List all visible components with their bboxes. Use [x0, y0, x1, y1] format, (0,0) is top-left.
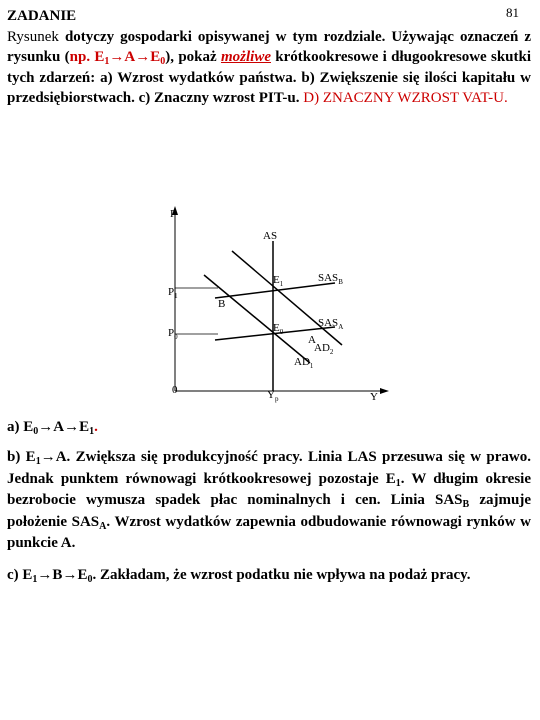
intro-text-2: ), pokaż [165, 49, 221, 66]
as-ad-diagram [160, 203, 390, 403]
point-a-label: A [308, 334, 316, 346]
answer-b: b) $E_1\to A$. Zwiększa się produkcyjność pracy. Linia LAS przesuwa się w prawo. Jednak punktem równowagi krótkookresowej pozostaje $E_1$. W długim okresie bezrobocie wymusza spadek płac nominalnych i cen. Linia $SAS_B$ zajmuje położenie $SAS_A$. Wzrost wydatków zapewnia odbudowanie równowagi rynków w punkcie A. [7, 449, 532, 552]
rysunek-word: Rysunek [7, 29, 59, 45]
sas-b-label: $SAS_B$ [318, 272, 343, 286]
as-label: AS [263, 230, 278, 242]
origin-label: 0 [172, 384, 178, 396]
page-number: 81 [506, 5, 519, 20]
intro-text-3: krótkookresowe i długookresowe skutki tych zdarzeń: a) Wzrost wydatków państwa. b) Zwiększenie się ilości kapitału w przedsiębiorstwach. c) Znaczny wzrost PIT-u. [7, 49, 532, 106]
e1-label: $E_1$ [273, 274, 284, 288]
x-axis-label: Y [370, 391, 378, 403]
mozliwe-emphasis: możliwe [220, 49, 271, 66]
task-d: D) ZNACZNY WZROST VAT-U. [303, 89, 508, 106]
ad2-line [232, 251, 342, 345]
page-title: ZADANIE [7, 8, 77, 24]
ad1-label: $AD_1$ [294, 356, 314, 370]
e0-label: $E_0$ [273, 322, 284, 336]
task-description [7, 27, 531, 108]
point-b-label: B [218, 298, 226, 310]
answer-c: c) $E_1\to B\to E_0$. Zakładam, że wzrost podatku nie wpływa na podaż pracy. [7, 567, 471, 585]
intro-text-1: dotyczy gospodarki opisywanej w tym rozdziale. Używając oznaczeń z rysunku ( [7, 29, 531, 66]
yp-label: $Y_p$ [267, 389, 279, 403]
x-axis-arrow [380, 388, 389, 394]
sas-a-label: $SAS_A$ [318, 317, 344, 331]
answer-a: a) $E_0\to A\to E_1$. [7, 419, 98, 437]
y-axis-label: P [170, 208, 177, 220]
ad2-label: $AD_2$ [314, 342, 334, 356]
p1-label: $P_1$ [168, 286, 178, 300]
p0-label: $P_0$ [168, 327, 178, 341]
example-path: np. $E_1\to A\to E_0$ [69, 49, 166, 68]
